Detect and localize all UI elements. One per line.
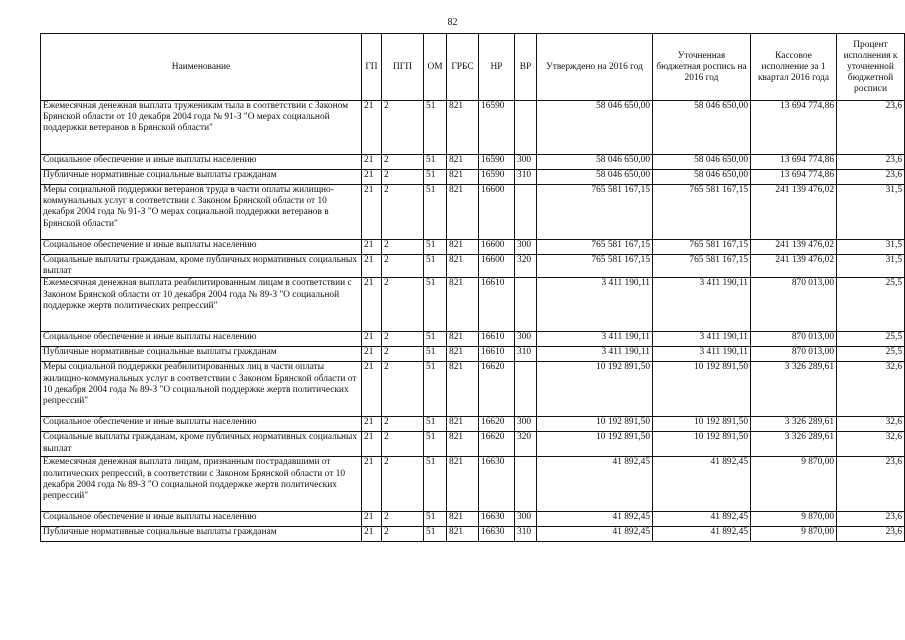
row-vr: 300 [515, 332, 537, 347]
row-grbs: 821 [447, 255, 479, 278]
table-row [41, 170, 905, 185]
row-pgp: 2 [382, 255, 424, 278]
row-gp: 21 [362, 432, 382, 457]
row-percent: 32,6 [837, 432, 905, 457]
row-percent: 32,6 [837, 417, 905, 432]
row-vr [515, 362, 537, 417]
table-row [41, 278, 905, 332]
table-body [41, 101, 905, 542]
row-pgp: 2 [382, 278, 424, 332]
row-name: Ежемесячная денежная выплата реабилитированным лицам в соответствии с Законом Брянской области от 10 декабря 2004 года № 89-З "О социальной поддержке жертв политических репрессий" [41, 278, 362, 332]
row-pgp: 2 [382, 527, 424, 542]
row-vr [515, 185, 537, 240]
table-row [41, 332, 905, 347]
row-vr: 310 [515, 527, 537, 542]
row-cash: 241 139 476,02 [751, 255, 837, 278]
header-om: ОМ [424, 34, 447, 101]
row-om: 51 [424, 432, 447, 457]
row-grbs: 821 [447, 527, 479, 542]
row-vr: 300 [515, 512, 537, 527]
row-percent: 23,6 [837, 101, 905, 155]
header-percent: Процент исполнения к уточненной бюджетной росписи [837, 34, 905, 101]
row-np: 16590 [479, 170, 515, 185]
row-percent: 32,6 [837, 362, 905, 417]
row-gp: 21 [362, 417, 382, 432]
row-np: 16590 [479, 155, 515, 170]
row-np: 16610 [479, 332, 515, 347]
row-percent: 23,6 [837, 457, 905, 512]
row-refined: 41 892,45 [653, 457, 751, 512]
table-header-row [41, 34, 905, 101]
row-refined: 10 192 891,50 [653, 362, 751, 417]
row-cash: 13 694 774,86 [751, 101, 837, 155]
row-refined: 765 581 167,15 [653, 255, 751, 278]
row-approved: 10 192 891,50 [537, 432, 653, 457]
row-name: Меры социальной поддержки реабилитированных лиц в части оплаты жилищно-коммунальных услуг в соответствии с Законом Брянской области от 10 декабря 2004 года № 89-З "О социальной поддержке жертв политических репрессий" [41, 362, 362, 417]
row-gp: 21 [362, 527, 382, 542]
row-approved: 10 192 891,50 [537, 417, 653, 432]
row-percent: 25,5 [837, 332, 905, 347]
row-name: Социальное обеспечение и иные выплаты населению [41, 155, 362, 170]
row-np: 16610 [479, 278, 515, 332]
row-name: Социальное обеспечение и иные выплаты населению [41, 512, 362, 527]
row-grbs: 821 [447, 432, 479, 457]
row-pgp: 2 [382, 101, 424, 155]
row-np: 16600 [479, 255, 515, 278]
row-vr: 320 [515, 255, 537, 278]
row-om: 51 [424, 155, 447, 170]
row-approved: 41 892,45 [537, 457, 653, 512]
row-grbs: 821 [447, 101, 479, 155]
row-pgp: 2 [382, 155, 424, 170]
row-vr: 310 [515, 170, 537, 185]
table-row [41, 527, 905, 542]
row-name: Социальное обеспечение и иные выплаты населению [41, 332, 362, 347]
table-row [41, 185, 905, 240]
row-om: 51 [424, 255, 447, 278]
row-vr: 300 [515, 417, 537, 432]
row-np: 16630 [479, 457, 515, 512]
row-np: 16620 [479, 432, 515, 457]
row-approved: 58 046 650,00 [537, 101, 653, 155]
row-gp: 21 [362, 278, 382, 332]
row-percent: 31,5 [837, 185, 905, 240]
row-refined: 765 581 167,15 [653, 240, 751, 255]
row-gp: 21 [362, 362, 382, 417]
row-cash: 9 870,00 [751, 512, 837, 527]
table-row [41, 417, 905, 432]
row-cash: 13 694 774,86 [751, 155, 837, 170]
table-row [41, 240, 905, 255]
header-refined: Уточненная бюджетная роспись на 2016 год [653, 34, 751, 101]
row-pgp: 2 [382, 185, 424, 240]
row-np: 16630 [479, 512, 515, 527]
row-refined: 41 892,45 [653, 527, 751, 542]
row-approved: 765 581 167,15 [537, 255, 653, 278]
table-row [41, 101, 905, 155]
row-gp: 21 [362, 170, 382, 185]
row-om: 51 [424, 240, 447, 255]
table-row [41, 362, 905, 417]
row-pgp: 2 [382, 240, 424, 255]
row-om: 51 [424, 278, 447, 332]
row-pgp: 2 [382, 417, 424, 432]
row-om: 51 [424, 527, 447, 542]
row-np: 16630 [479, 527, 515, 542]
row-vr [515, 457, 537, 512]
row-cash: 870 013,00 [751, 278, 837, 332]
row-grbs: 821 [447, 417, 479, 432]
row-percent: 23,6 [837, 512, 905, 527]
row-gp: 21 [362, 155, 382, 170]
row-percent: 31,5 [837, 240, 905, 255]
row-grbs: 821 [447, 278, 479, 332]
row-np: 16590 [479, 101, 515, 155]
row-refined: 10 192 891,50 [653, 432, 751, 457]
row-gp: 21 [362, 185, 382, 240]
row-percent: 23,6 [837, 527, 905, 542]
row-refined: 765 581 167,15 [653, 185, 751, 240]
row-name: Ежемесячная денежная выплата труженикам тыла в соответствии с Законом Брянской области от 10 декабря 2004 года № 91-З "О мерах социальной поддержки ветеранов в Брянской области" [41, 101, 362, 155]
row-approved: 10 192 891,50 [537, 362, 653, 417]
row-percent: 25,5 [837, 278, 905, 332]
row-np: 16620 [479, 417, 515, 432]
row-approved: 41 892,45 [537, 527, 653, 542]
header-gp: ГП [362, 34, 382, 101]
row-gp: 21 [362, 240, 382, 255]
header-cash: Кассовое исполнение за 1 квартал 2016 года [751, 34, 837, 101]
row-grbs: 821 [447, 185, 479, 240]
row-cash: 3 326 289,61 [751, 417, 837, 432]
row-pgp: 2 [382, 457, 424, 512]
page-number: 82 [447, 17, 458, 28]
row-grbs: 821 [447, 170, 479, 185]
row-grbs: 821 [447, 155, 479, 170]
row-om: 51 [424, 417, 447, 432]
row-grbs: 821 [447, 512, 479, 527]
row-pgp: 2 [382, 362, 424, 417]
row-pgp: 2 [382, 512, 424, 527]
row-pgp: 2 [382, 332, 424, 347]
row-percent: 23,6 [837, 170, 905, 185]
row-om: 51 [424, 101, 447, 155]
row-cash: 870 013,00 [751, 332, 837, 347]
row-vr: 320 [515, 432, 537, 457]
row-cash: 9 870,00 [751, 457, 837, 512]
row-cash: 870 013,00 [751, 347, 837, 362]
row-om: 51 [424, 362, 447, 417]
header-np: НР [479, 34, 515, 101]
row-grbs: 821 [447, 347, 479, 362]
row-pgp: 2 [382, 432, 424, 457]
row-pgp: 2 [382, 170, 424, 185]
row-vr [515, 278, 537, 332]
row-name: Публичные нормативные социальные выплаты гражданам [41, 347, 362, 362]
row-cash: 3 326 289,61 [751, 432, 837, 457]
row-approved: 765 581 167,15 [537, 240, 653, 255]
row-percent: 31,5 [837, 255, 905, 278]
row-name: Социальное обеспечение и иные выплаты населению [41, 417, 362, 432]
row-np: 16600 [479, 240, 515, 255]
row-refined: 3 411 190,11 [653, 332, 751, 347]
row-np: 16600 [479, 185, 515, 240]
row-om: 51 [424, 332, 447, 347]
row-percent: 25,5 [837, 347, 905, 362]
row-approved: 58 046 650,00 [537, 155, 653, 170]
row-approved: 3 411 190,11 [537, 278, 653, 332]
row-refined: 41 892,45 [653, 512, 751, 527]
budget-execution-table [40, 33, 905, 542]
table-row [41, 432, 905, 457]
table-row [41, 255, 905, 278]
row-refined: 3 411 190,11 [653, 278, 751, 332]
row-gp: 21 [362, 512, 382, 527]
row-refined: 58 046 650,00 [653, 155, 751, 170]
row-grbs: 821 [447, 240, 479, 255]
row-grbs: 821 [447, 332, 479, 347]
row-om: 51 [424, 170, 447, 185]
header-vr: ВР [515, 34, 537, 101]
header-pgp: ПГП [382, 34, 424, 101]
row-cash: 3 326 289,61 [751, 362, 837, 417]
row-cash: 241 139 476,02 [751, 240, 837, 255]
row-gp: 21 [362, 457, 382, 512]
row-approved: 3 411 190,11 [537, 332, 653, 347]
row-refined: 3 411 190,11 [653, 347, 751, 362]
row-refined: 58 046 650,00 [653, 101, 751, 155]
row-percent: 23,6 [837, 155, 905, 170]
row-name: Социальные выплаты гражданам, кроме публичных нормативных социальных выплат [41, 255, 362, 278]
row-np: 16610 [479, 347, 515, 362]
row-gp: 21 [362, 255, 382, 278]
row-refined: 10 192 891,50 [653, 417, 751, 432]
row-name: Публичные нормативные социальные выплаты гражданам [41, 170, 362, 185]
row-grbs: 821 [447, 362, 479, 417]
table-row [41, 347, 905, 362]
header-approved: Утверждено на 2016 год [537, 34, 653, 101]
row-vr [515, 101, 537, 155]
row-approved: 41 892,45 [537, 512, 653, 527]
row-refined: 58 046 650,00 [653, 170, 751, 185]
row-om: 51 [424, 457, 447, 512]
row-vr: 310 [515, 347, 537, 362]
table-row [41, 457, 905, 512]
row-name: Социальное обеспечение и иные выплаты населению [41, 240, 362, 255]
row-gp: 21 [362, 332, 382, 347]
row-cash: 241 139 476,02 [751, 185, 837, 240]
row-name: Ежемесячная денежная выплата лицам, признанным пострадавшими от политических репрессий, в соответствии с Законом Брянской области от 10 декабря 2004 года № 89-З "О социальной поддержке жертв политических репрессий" [41, 457, 362, 512]
header-grbs: ГРБС [447, 34, 479, 101]
row-gp: 21 [362, 101, 382, 155]
row-om: 51 [424, 347, 447, 362]
row-cash: 9 870,00 [751, 527, 837, 542]
row-name: Меры социальной поддержки ветеранов труда в части оплаты жилищно-коммунальных услуг в соответствии с Законом Брянской области от 10 декабря 2004 года № 91-З "О мерах социальной поддержки ветеранов в Брянской области" [41, 185, 362, 240]
row-gp: 21 [362, 347, 382, 362]
row-grbs: 821 [447, 457, 479, 512]
row-np: 16620 [479, 362, 515, 417]
row-name: Социальные выплаты гражданам, кроме публичных нормативных социальных выплат [41, 432, 362, 457]
row-cash: 13 694 774,86 [751, 170, 837, 185]
table-row [41, 512, 905, 527]
row-approved: 765 581 167,15 [537, 185, 653, 240]
table-row [41, 155, 905, 170]
row-om: 51 [424, 512, 447, 527]
header-name: Наименование [41, 34, 362, 101]
row-om: 51 [424, 185, 447, 240]
row-approved: 3 411 190,11 [537, 347, 653, 362]
row-name: Публичные нормативные социальные выплаты гражданам [41, 527, 362, 542]
row-vr: 300 [515, 155, 537, 170]
row-pgp: 2 [382, 347, 424, 362]
row-vr: 300 [515, 240, 537, 255]
row-approved: 58 046 650,00 [537, 170, 653, 185]
